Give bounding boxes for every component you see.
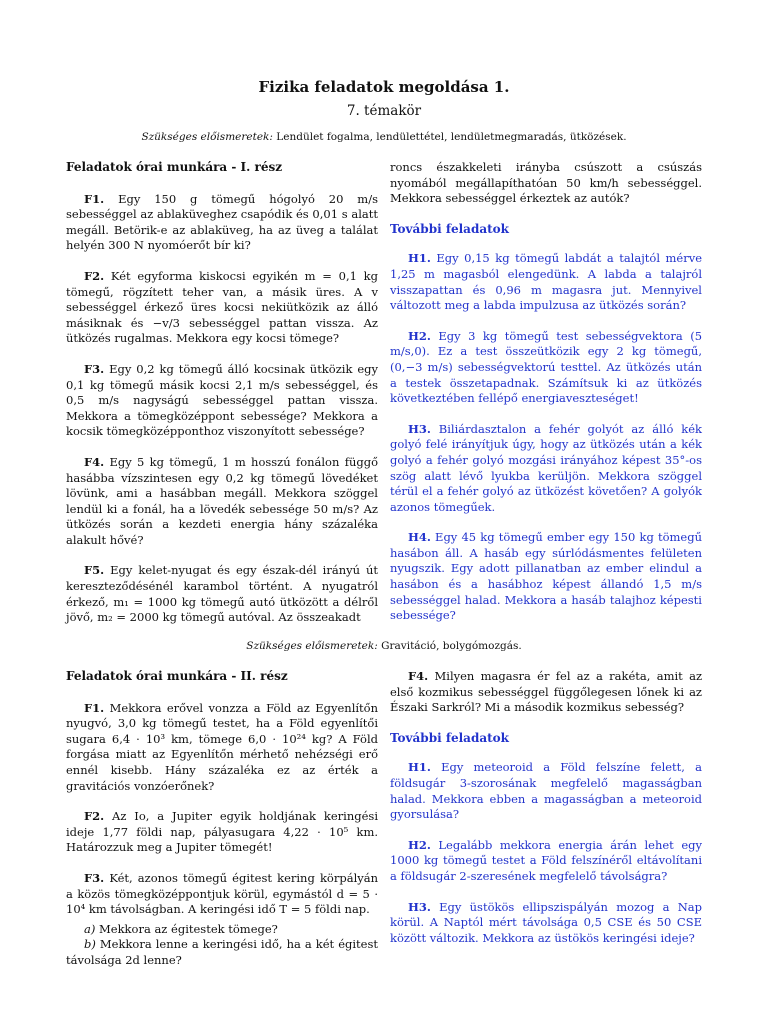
sub-question-text: Mekkora az égitestek tömege?: [99, 921, 278, 936]
problem-label: H3.: [408, 899, 431, 914]
problem-h2: [390, 838, 702, 885]
problem-text: Egy 3 kg tömegű test sebességvektora (5 m/s,0). Ez a test összeütközik egy 2 kg tömegű, (0,−3 m/s) sebességvektorú testtel. Az ütközés után a testek összetapadnak. Számítsuk ki az ütközés következtében fellépő energiaveszteséget!: [390, 328, 703, 406]
sub-question-letter: a): [84, 921, 96, 936]
problem-text: Legalább mekkora energia árán lehet egy 1000 kg tömegű testet a Föld felszínéről eltávolítani a földsugár 2-szeresének megfelelő távolságra?: [390, 837, 702, 883]
problem-label: F1.: [84, 191, 105, 206]
problem-text: Egy 45 kg tömegű ember egy 150 kg tömegű hasábon áll. A hasáb egy súrlódásmentes felületen nyugszik. Egy adott pillanatban az ember elindul a hasábon és a hasábhoz képest állandó 1,5 m/s sebességgel halad. Mekkora a hasáb talajhoz képesti sebessége?: [390, 530, 702, 623]
prerequisites-part2: [0, 640, 768, 652]
problem-text: Egy meteoroid a Föld felszíne felett, a földsugár 3-szorosának megfelelő magasságban halad. Mekkora ebben a magasságban a meteoroid gyorsulása?: [390, 760, 702, 822]
problem-label: H1.: [408, 251, 431, 266]
problem-label: H2.: [408, 837, 431, 852]
further-problems-heading: További feladatok: [390, 221, 509, 236]
prerequisites-text: Gravitáció, bolygómozgás.: [381, 640, 522, 652]
page-title: Fizika feladatok megoldása 1.: [258, 78, 510, 96]
sub-question-a: [66, 922, 378, 938]
problem-h1: [390, 251, 702, 313]
problem-h4: [390, 530, 702, 624]
part2-right-column: [390, 669, 702, 961]
problem-text: Egy 0,2 kg tömegű álló kocsinak ütközik egy 0,1 kg tömegű másik kocsi 2,1 m/s sebességgel, és 0,5 m/s nagyságú sebességgel pattan vissza. Mekkora a tömegközéppont sebessége? Mekkora a kocsik tömegközépponthoz viszonyított sebessége?: [66, 361, 378, 439]
problem-h2: [390, 329, 702, 407]
problem-text: Milyen magasra ér fel az a rakéta, amit az első kozmikus sebességgel függőlegesen lőnek ki az Északi Sarkról? Mi a második kozmikus sebesség?: [390, 669, 703, 715]
problem-h1: [390, 760, 702, 822]
further-problems-heading: További feladatok: [390, 730, 509, 745]
problem-label: H3.: [408, 421, 431, 436]
problem-text: Egy 150 g tömegű hógolyó 20 m/s sebességgel az ablaküveghez csapódik és 0,01 s alatt megáll. Betörik-e az ablaküveg, ha az üveg a találat helyén 300 N nyomóerőt bír ki?: [66, 191, 378, 253]
problem-text: Mekkora erővel vonzza a Föld az Egyenlítőn nyugvó, 3,0 kg tömegű testet, ha a Föld egyenlítői sugara 6,4 · 10³ km, tömege 6,0 · 10²⁴ kg? A Föld forgása miatt az Egyenlítőn mérhető nehézségi erő ennél kisebb. Hány százaléka ez az érték a gravitációs vonzóerőnek?: [66, 700, 378, 793]
problem-label: F4.: [84, 454, 105, 469]
sub-question-b: [66, 937, 378, 968]
problem-text: Egy üstökös ellipszispályán mozog a Nap körül. A Naptól mért távolsága 0,5 CSE és 50 CSE között változik. Mekkora az üstökös keringési ideje?: [390, 899, 703, 945]
problem-f1: [66, 701, 378, 795]
problem-text: Egy kelet-nyugat és egy észak-dél irányú út kereszteződésénél karambol történt. A nyugatról érkező, m₁ = 1000 kg tömegű autó ütközött a délről jövő, m₂ = 2000 kg tömegű autóval. Az összeakadt: [66, 563, 379, 625]
prerequisites-label: Szükséges előismeretek:: [141, 131, 273, 143]
prerequisites-part1: [0, 131, 768, 143]
problem-f2: [66, 269, 378, 347]
problem-h3: [390, 422, 702, 516]
sub-question-text: Mekkora lenne a keringési idő, ha a két égitest távolsága 2d lenne?: [66, 937, 379, 967]
section-heading: Feladatok órai munkára - I. rész: [66, 160, 283, 174]
sub-question-letter: b): [84, 937, 96, 952]
problem-label: F2.: [84, 268, 105, 283]
problem-f1: [66, 192, 378, 254]
part1-right-column: [390, 160, 702, 639]
prerequisites-label: Szükséges előismeretek:: [246, 640, 378, 652]
problem-label: F1.: [84, 700, 105, 715]
problem-label: H1.: [408, 760, 431, 775]
problem-label: F4.: [408, 669, 429, 683]
problem-f3: [66, 362, 378, 440]
problem-text: Biliárdasztalon a fehér golyót az álló kék golyó felé irányítjuk úgy, hogy az ütközés után a kék golyó a fehér golyó mozgási irányához képest 35°-os szög alatt lévő lyukba kerüljön. Mekkora szöggel térül el a fehér golyó az ütközést követően? A golyók azonos tömegűek.: [390, 421, 702, 514]
problem-f5-continuation: roncs északkeleti irányba csúszott a csúszás nyomából megállapíthatóan 50 km/h sebességgel. Mekkora sebességgel érkeztek az autók?: [390, 160, 702, 206]
problem-text: Az Io, a Jupiter egyik holdjának keringési ideje 1,77 földi nap, pályasugara 4,22 · 10⁵ km. Határozzuk meg a Jupiter tömegét!: [66, 809, 378, 855]
problem-f5: [66, 563, 378, 625]
section-heading: Feladatok órai munkára - II. rész: [66, 669, 288, 683]
problem-text: Két egyforma kiskocsi egyikén m = 0,1 kg tömegű, rögzített teher van, a másik üres. A v sebességgel érkező üres kocsi nekiütközik az álló másiknak és −v/3 sebességgel pattan vissza. Az ütközés rugalmas. Mekkora egy kocsi tömege?: [66, 268, 378, 346]
problem-label: H4.: [408, 530, 431, 545]
problem-label: F2.: [84, 809, 105, 824]
part1-left-column: [66, 160, 378, 641]
problem-text: Egy 5 kg tömegű, 1 m hosszú fonálon függő hasábba vízszintesen egy 0,2 kg tömegű lövedéket lövünk, ami a hasábban megáll. Mekkora szöggel lendül ki a fonál, ha a lövedék sebessége 50 m/s? Az ütközés során a kezdeti energia hány százaléka alakult hővé?: [66, 454, 378, 547]
problem-f3: [66, 871, 378, 918]
problem-label: F3.: [84, 870, 105, 885]
problem-text: Két, azonos tömegű égitest kering körpályán a közös tömegközéppontjuk körül, egymástól d = 5 · 10⁴ km távolságban. A keringési idő T = 5 földi nap.: [66, 870, 379, 917]
problem-label: F3.: [84, 361, 105, 376]
part2-left-column: [66, 669, 378, 969]
problem-f4: [390, 669, 702, 716]
problem-label: F5.: [84, 563, 105, 578]
problem-f2: [66, 809, 378, 856]
problem-f4: [66, 455, 378, 549]
problem-text: Egy 0,15 kg tömegű labdát a talajtól mérve 1,25 m magasból elengedünk. A labda a talajról visszapattan és 0,96 m magasra jut. Mennyivel változott meg a labda impulzusa az ütközés során?: [390, 251, 703, 313]
problem-label: H2.: [408, 328, 431, 343]
problem-h3: [390, 900, 702, 947]
page-subtitle: 7. témakör: [346, 103, 422, 119]
prerequisites-text: Lendület fogalma, lendülettétel, lendületmegmaradás, ütközések.: [276, 131, 627, 143]
